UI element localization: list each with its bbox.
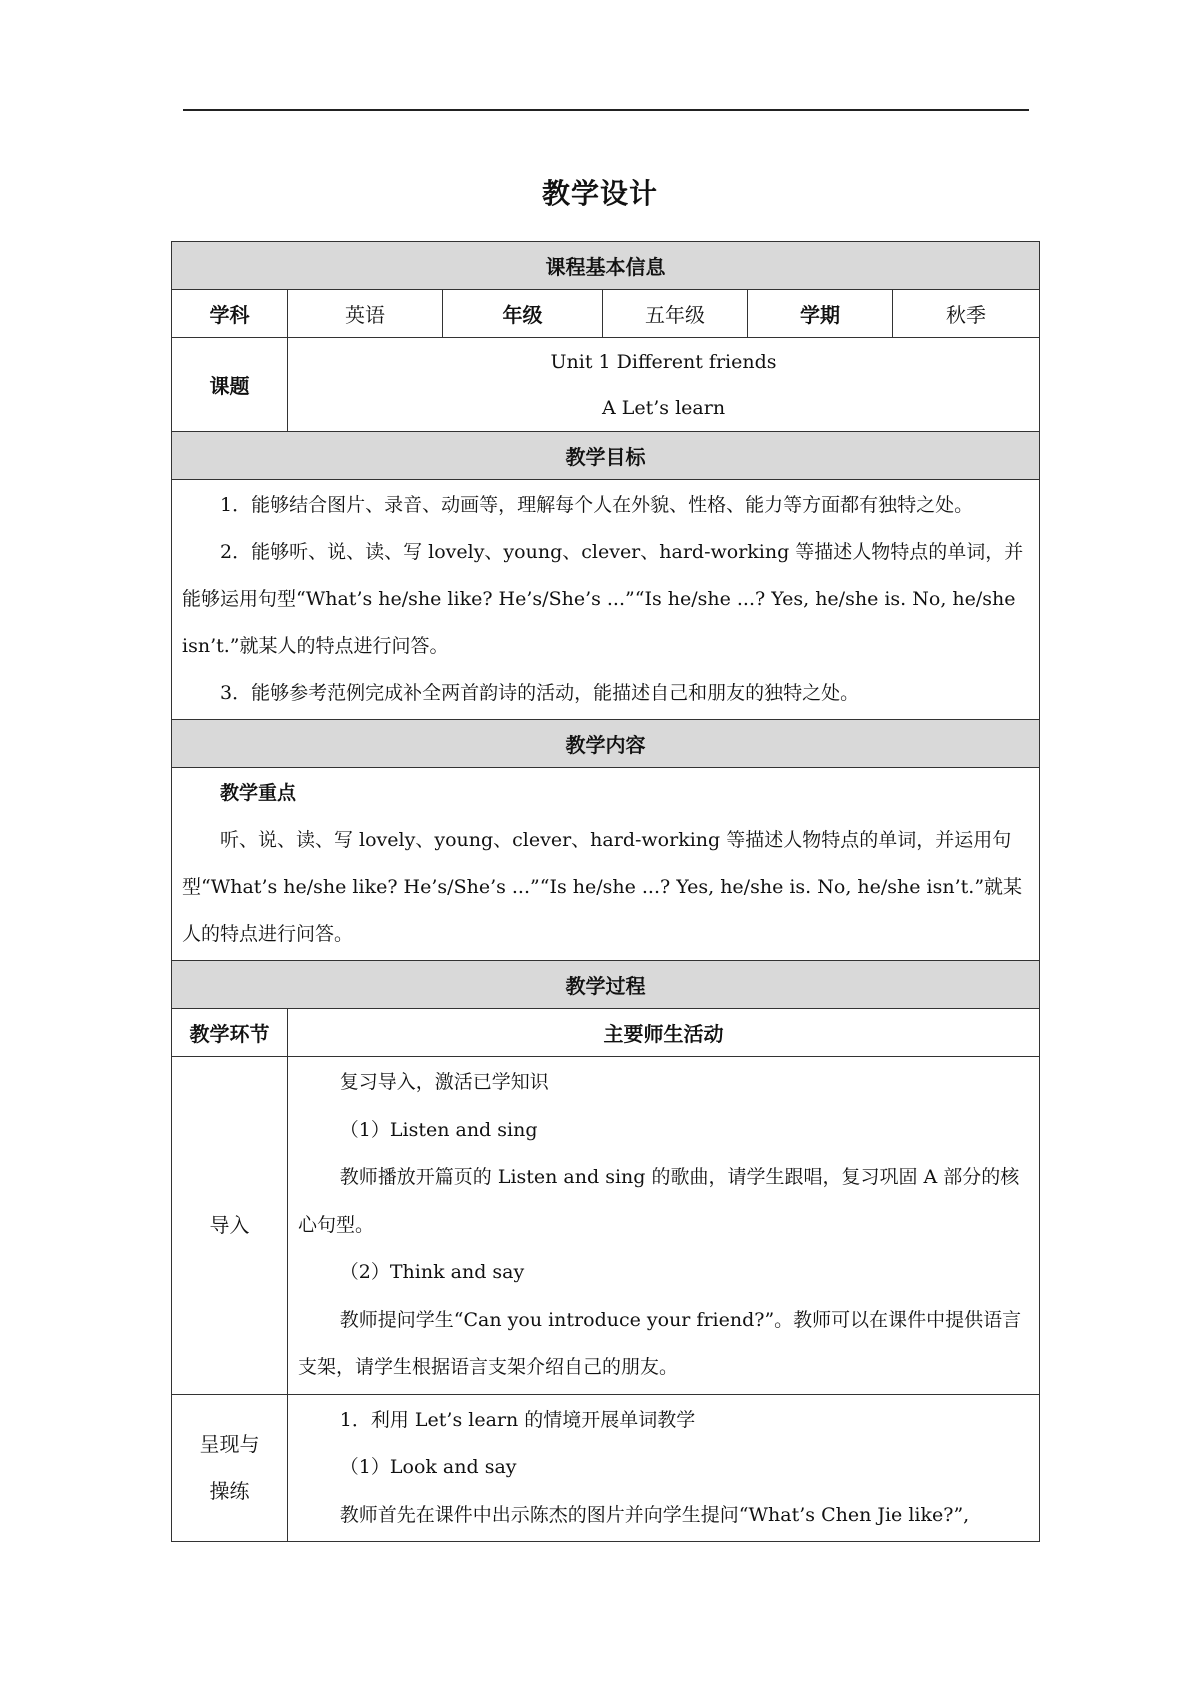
objectives-body xyxy=(172,480,1040,720)
content-header-row xyxy=(172,720,1040,768)
objectives-body-row xyxy=(172,480,1040,720)
document-title: 教学设计 xyxy=(541,177,658,210)
activity-column-header: 主要师生活动 xyxy=(288,1009,1040,1057)
process-columns-row xyxy=(172,1009,1040,1057)
topic-label: 课题 xyxy=(172,338,288,432)
activity-line: 教师播放开篇页的 Listen and sing 的歌曲，请学生跟唱，复习巩固 A 部分的核心句型。 xyxy=(298,1166,1020,1236)
course-info-header: 课程基本信息 xyxy=(172,242,1040,290)
activity-line: （1）Listen and sing xyxy=(339,1118,538,1141)
grade-value: 五年级 xyxy=(603,290,748,338)
key-point-text: 听、说、读、写 lovely、young、clever、hard-working 等描述人物特点的单词，并运用句型“What’s he/she like? He’s/She’s ...”“Is he/she ...? Yes, he/she is. No, he/she isn’t.”就某人的特点进行问答。 xyxy=(182,829,1023,945)
stage-line: 操练 xyxy=(209,1478,250,1503)
activity-line: 复习导入，激活已学知识 xyxy=(339,1071,549,1093)
activity-line: 1．利用 Let’s learn 的情境开展单词教学 xyxy=(339,1408,696,1431)
term-label: 学期 xyxy=(748,290,893,338)
content-body xyxy=(172,768,1040,961)
term-value: 秋季 xyxy=(893,290,1040,338)
topic-line-1: Unit 1 Different friends xyxy=(550,350,777,373)
activity-presentation xyxy=(288,1394,1040,1542)
subject-label: 学科 xyxy=(172,290,288,338)
content-header: 教学内容 xyxy=(172,720,1040,768)
subject-value: 英语 xyxy=(288,290,443,338)
objective-item-2: 2．能够听、说、读、写 lovely、young、clever、hard-working 等描述人物特点的单词，并能够运用句型“What’s he/she like? He’s/She’s ...”“Is he/she ...? Yes, he/she is. No, he/she isn’t.”就某人的特点进行问答。 xyxy=(182,541,1024,657)
topic-value xyxy=(288,338,1040,432)
key-point-title: 教学重点 xyxy=(220,782,297,804)
stage-column-header: 教学环节 xyxy=(172,1009,288,1057)
activity-intro xyxy=(288,1057,1040,1395)
topic-line-2: A Let’s learn xyxy=(602,396,726,419)
activity-line: 教师首先在课件中出示陈杰的图片并向学生提问“What’s Chen Jie like?”, xyxy=(339,1503,970,1526)
stage-intro: 导入 xyxy=(172,1057,288,1395)
topic-row xyxy=(172,338,1040,432)
course-basic-row xyxy=(172,290,1040,338)
objective-item-1: 1．能够结合图片、录音、动画等，理解每个人在外貌、性格、能力等方面都有独特之处。 xyxy=(220,494,974,516)
process-row-presentation xyxy=(172,1394,1040,1542)
header-rule xyxy=(183,109,1029,111)
stage-presentation xyxy=(172,1394,288,1542)
activity-line: （2）Think and say xyxy=(339,1261,525,1283)
lesson-plan-table xyxy=(171,241,1040,1542)
process-header-row xyxy=(172,961,1040,1009)
objectives-header-row xyxy=(172,432,1040,480)
course-info-header-row xyxy=(172,242,1040,290)
activity-line: （1）Look and say xyxy=(339,1456,517,1478)
activity-line: 教师提问学生“Can you introduce your friend?”。教师可以在课件中提供语言支架，请学生根据语言支架介绍自己的朋友。 xyxy=(298,1308,1022,1378)
objective-item-3: 3．能够参考范例完成补全两首韵诗的活动，能描述自己和朋友的独特之处。 xyxy=(220,682,860,704)
grade-label: 年级 xyxy=(443,290,603,338)
process-row-intro xyxy=(172,1057,1040,1395)
objectives-header: 教学目标 xyxy=(172,432,1040,480)
stage-line: 呈现与 xyxy=(199,1431,260,1456)
process-header: 教学过程 xyxy=(172,961,1040,1009)
content-body-row xyxy=(172,768,1040,961)
